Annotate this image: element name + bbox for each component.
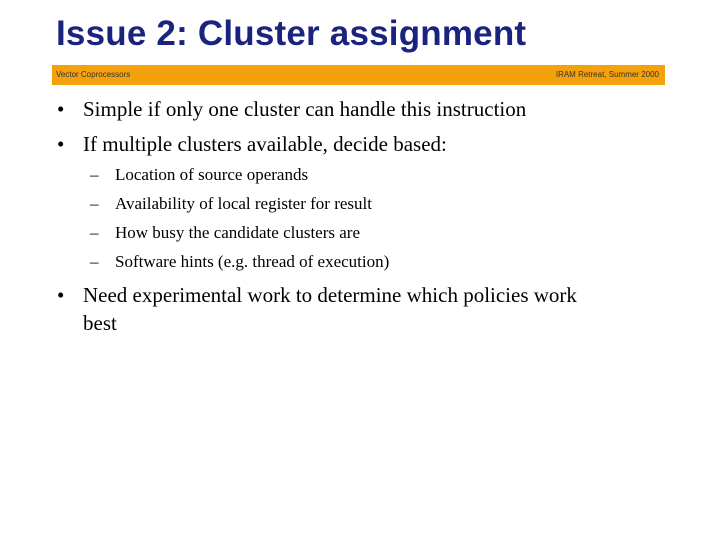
sub-bullet-marker: –	[90, 252, 99, 271]
slide-title: Issue 2: Cluster assignment	[56, 14, 527, 53]
sub-bullet-text: How busy the candidate clusters are	[115, 223, 360, 242]
bullet-text: If multiple clusters available, decide based:	[83, 132, 447, 156]
sub-bullet-marker: –	[90, 194, 99, 213]
bullet-text: Simple if only one cluster can handle this instruction	[83, 97, 527, 121]
header-bar	[52, 65, 665, 85]
bullet-marker: •	[57, 132, 65, 156]
bullet-marker: •	[57, 283, 65, 307]
sub-bullet-text: Software hints (e.g. thread of execution)	[115, 252, 390, 271]
header-left-label: Vector Coprocessors	[56, 70, 131, 79]
header-right-label: IRAM Retreat, Summer 2000	[555, 70, 659, 79]
sub-bullet-text: Availability of local register for result	[115, 194, 372, 213]
sub-bullet-text: Location of source operands	[115, 165, 309, 184]
bullet-marker: •	[57, 97, 65, 121]
bullet-text: Need experimental work to determine which policies work	[83, 283, 577, 307]
sub-bullet-marker: –	[90, 223, 99, 242]
sub-bullet-marker: –	[90, 165, 99, 184]
bullet-text-continuation: best	[83, 311, 117, 335]
